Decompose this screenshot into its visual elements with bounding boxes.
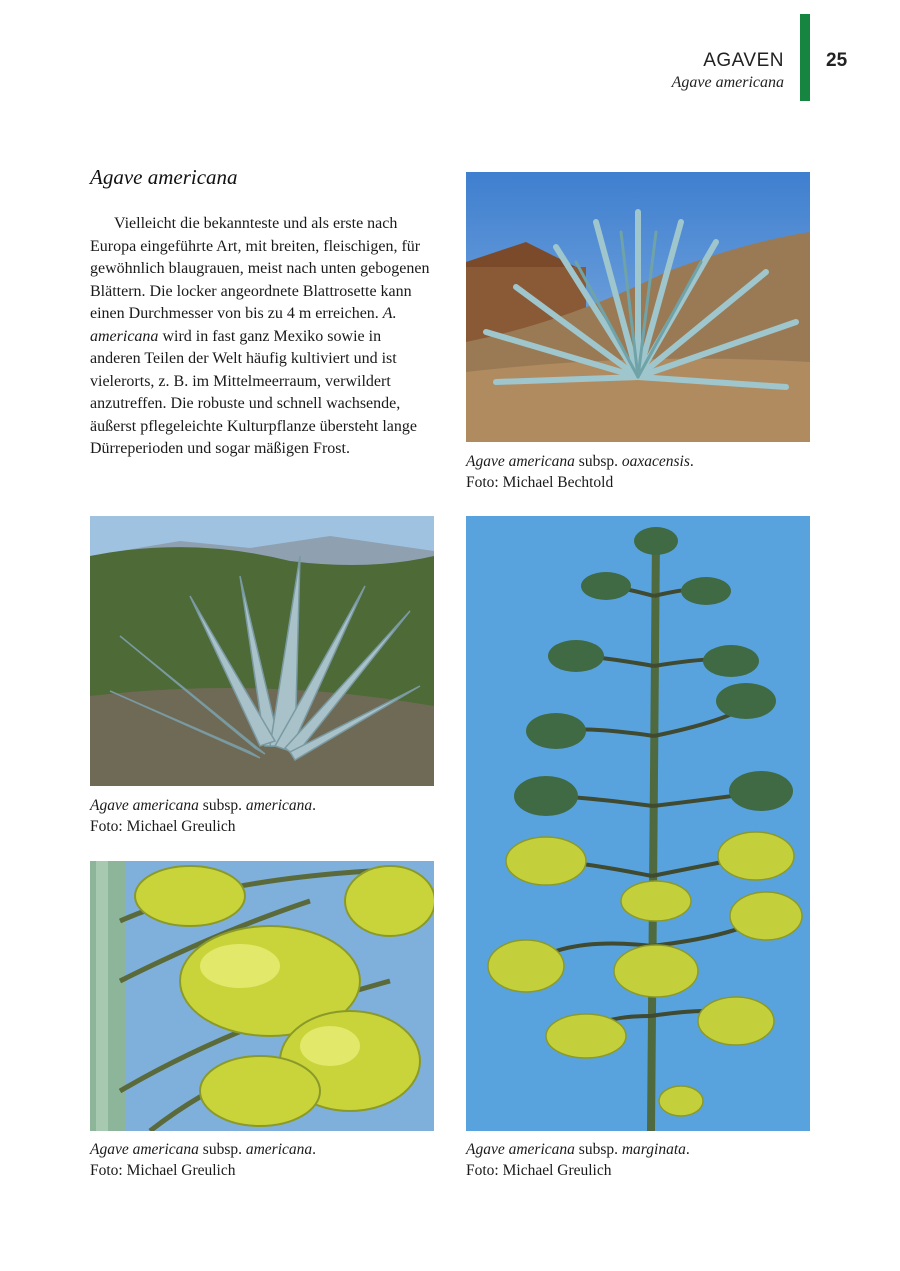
- page-number: 25: [826, 50, 848, 71]
- caption-subspecies: americana: [245, 1141, 313, 1158]
- caption-period: .: [312, 797, 317, 814]
- section-title: Agave americana: [90, 165, 238, 189]
- caption-credit: Foto: Michael Greulich: [90, 818, 236, 835]
- caption-credit: Foto: Michael Bechtold: [466, 474, 614, 491]
- running-header-subtitle: Agave americana: [671, 74, 784, 91]
- caption-rank: subsp.: [574, 1141, 622, 1158]
- caption-species: Agave americana: [90, 1141, 199, 1158]
- body-text-part2: wird in fast ganz Mexiko sowie in anderen Teilen der Welt häufig kultiviert und ist vielerorts, z. B. im Mittelmeerraum, verwildert anzutreffen. Die robuste und schnell wachsende, äußerst pflegeleichte Kulturpflanze übersteht lange Dürreperioden und sogar mäßigen Frost.: [90, 327, 417, 457]
- caption-species: Agave americana: [90, 797, 199, 814]
- caption-rank: subsp.: [198, 1141, 246, 1158]
- body-paragraph: [90, 213, 435, 461]
- body-species-ref: A. americana: [90, 305, 397, 345]
- photo-marginata: [466, 516, 810, 1131]
- caption-credit: Foto: Michael Greulich: [466, 1162, 612, 1179]
- caption-rank: subsp.: [198, 797, 246, 814]
- body-text-part1: Vielleicht die bekannteste und als erste nach Europa eingeführte Art, mit breiten, fleischigen, für gewöhnlich blaugrauen, meist nach unten gebogenen Blättern. Die locker angeordnete Blattrosette kann einen Durchmesser von bis zu 4 m erreichen.: [90, 215, 430, 322]
- caption-subspecies: oaxacensis: [621, 453, 690, 470]
- caption-period: .: [685, 1141, 690, 1158]
- caption-oaxacensis: [466, 451, 810, 493]
- caption-marginata: [466, 1139, 810, 1181]
- photo-oaxacensis: [466, 172, 810, 442]
- caption-americana-2: [90, 1139, 434, 1181]
- header-accent-bar: [800, 14, 810, 101]
- running-header-title: AGAVEN: [703, 50, 784, 71]
- caption-species: Agave americana: [466, 1141, 575, 1158]
- caption-period: .: [689, 453, 694, 470]
- caption-species: Agave americana: [466, 453, 575, 470]
- caption-americana-1: [90, 795, 434, 837]
- photo-americana-flowers: [90, 861, 434, 1131]
- caption-credit: Foto: Michael Greulich: [90, 1162, 236, 1179]
- caption-subspecies: marginata: [621, 1141, 686, 1158]
- caption-period: .: [312, 1141, 317, 1158]
- photo-americana-rosette: [90, 516, 434, 786]
- caption-rank: subsp.: [574, 453, 622, 470]
- caption-subspecies: americana: [245, 797, 313, 814]
